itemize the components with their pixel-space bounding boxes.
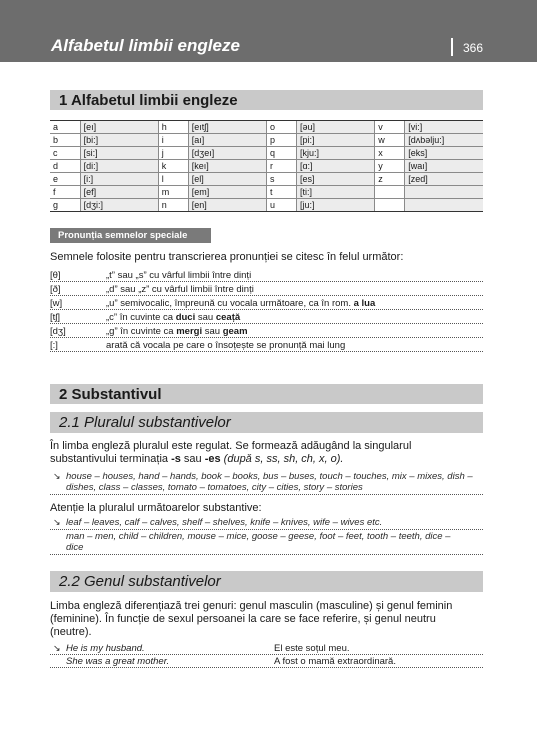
alphabet-letter: b [50, 134, 80, 147]
header-separator [451, 38, 453, 56]
special-sign-row [50, 340, 483, 352]
special-sign-row [50, 270, 483, 282]
romanian-sentence: A fost o mamă extraordinară. [274, 656, 396, 667]
arrow-icon: ↘ [53, 643, 61, 653]
sign-description: „c” în cuvinte ca duci sau ceață [106, 312, 241, 323]
alphabet-row [50, 134, 483, 147]
sign-symbol: [ð] [50, 284, 61, 295]
alphabet-letter: g [50, 199, 80, 212]
alphabet-pronunciation: [waı] [405, 160, 483, 173]
alphabet-row [50, 121, 483, 134]
sign-symbol: [w] [50, 298, 63, 309]
alphabet-pronunciation: [bi:] [80, 134, 158, 147]
sign-description: „u” semivocalic, împreună cu vocala următoare, ca în rom. a lua [106, 298, 376, 309]
chapter-title: Alfabetul limbii engleze [51, 36, 240, 55]
sign-description: „d” sau „z” cu vârful limbii între dinți [106, 284, 254, 295]
alphabet-row [50, 147, 483, 160]
irregular-plural-note: Atenție la pluralul următoarelor substantive: [50, 502, 262, 514]
arrow-icon: ↘ [53, 471, 61, 481]
alphabet-pronunciation: [el] [188, 173, 266, 186]
arrow-icon: ↘ [53, 517, 61, 527]
alphabet-letter: t [266, 186, 296, 199]
romanian-sentence: El este soțul meu. [274, 643, 350, 654]
special-signs-tag: Pronunția semnelor speciale [50, 228, 211, 243]
alphabet-pronunciation: [pi:] [297, 134, 375, 147]
alphabet-letter: a [50, 121, 80, 134]
alphabet-letter: u [266, 199, 296, 212]
alphabet-pronunciation [405, 186, 483, 199]
sign-symbol: [dʒ] [50, 326, 66, 337]
sign-description: „g” în cuvinte ca mergi sau geam [106, 326, 248, 337]
alphabet-pronunciation: [zed] [405, 173, 483, 186]
irregular-example: man – men, child – children, mouse – mice, goose – geese, foot – feet, tooth – teeth, dice – dice [50, 531, 483, 555]
alphabet-letter: y [375, 160, 405, 173]
special-sign-row [50, 312, 483, 324]
alphabet-letter: w [375, 134, 405, 147]
sign-symbol: [tʃ] [50, 312, 61, 323]
alphabet-letter: j [158, 147, 188, 160]
subsection-2-2-heading: 2.2 Genul substantivelor [50, 571, 483, 592]
alphabet-letter: v [375, 121, 405, 134]
alphabet-pronunciation: [si:] [80, 147, 158, 160]
section-1-heading: 1 Alfabetul limbii engleze [50, 90, 483, 110]
alphabet-pronunciation: [kju:] [297, 147, 375, 160]
alphabet-pronunciation: [ɑ:] [297, 160, 375, 173]
alphabet-letter: o [266, 121, 296, 134]
special-sign-row [50, 298, 483, 310]
alphabet-letter [375, 186, 405, 199]
sign-symbol: [:] [50, 340, 58, 351]
alphabet-letter: k [158, 160, 188, 173]
alphabet-pronunciation: [dʒeı] [188, 147, 266, 160]
alphabet-pronunciation: [əu] [297, 121, 375, 134]
alphabet-letter: f [50, 186, 80, 199]
irregular-example: ↘ leaf – leaves, calf – calves, shelf – shelves, knife – knives, wife – wives etc. [50, 517, 483, 530]
alphabet-pronunciation: [aı] [188, 134, 266, 147]
special-sign-row [50, 326, 483, 338]
alphabet-letter: z [375, 173, 405, 186]
alphabet-pronunciation: [es] [297, 173, 375, 186]
translation-pair [50, 643, 483, 655]
alphabet-letter: p [266, 134, 296, 147]
sign-description: arată că vocala pe care o însoțește se pronunță mai lung [106, 340, 346, 351]
alphabet-pronunciation: [i:] [80, 173, 158, 186]
alphabet-row [50, 160, 483, 173]
subsection-2-1-heading: 2.1 Pluralul substantivelor [50, 412, 483, 433]
alphabet-pronunciation: [vi:] [405, 121, 483, 134]
alphabet-letter: x [375, 147, 405, 160]
alphabet-letter: n [158, 199, 188, 212]
english-sentence: She was a great mother. [66, 656, 170, 667]
alphabet-letter: l [158, 173, 188, 186]
gender-explanation: Limba engleză diferențiază trei genuri: genul masculin (masculine) și genul feminin (feminine). În funcție de sexul persoanei la care se face referire, și genul neutru (neutre). [50, 600, 453, 638]
alphabet-pronunciation: [ti:] [297, 186, 375, 199]
plural-explanation: În limba engleză pluralul este regulat. Se formează adăugând la singularul substantivului terminația -s sau -es (după s, ss, sh, ch, x, o). [50, 440, 412, 465]
alphabet-letter: r [266, 160, 296, 173]
sign-symbol: [θ] [50, 270, 61, 281]
alphabet-table [50, 120, 483, 212]
page-header [0, 0, 537, 62]
alphabet-pronunciation [405, 199, 483, 212]
alphabet-pronunciation: [dʒi:] [80, 199, 158, 212]
sign-description: „t” sau „s” cu vârful limbii între dinți [106, 270, 252, 281]
alphabet-pronunciation: [en] [188, 199, 266, 212]
special-sign-row [50, 284, 483, 296]
english-sentence: He is my husband. [66, 643, 145, 654]
alphabet-row [50, 173, 483, 186]
alphabet-pronunciation: [eks] [405, 147, 483, 160]
alphabet-pronunciation: [keı] [188, 160, 266, 173]
alphabet-letter: e [50, 173, 80, 186]
alphabet-pronunciation: [dʌbəlju:] [405, 134, 483, 147]
alphabet-letter: c [50, 147, 80, 160]
alphabet-pronunciation: [ju:] [297, 199, 375, 212]
alphabet-pronunciation: [em] [188, 186, 266, 199]
plural-example: ↘ house – houses, hand – hands, book – books, bus – buses, touch – touches, mix – mixes, dish – dishes, class – classes, tomato – tomatoes, city – cities, story – stories [50, 471, 483, 495]
alphabet-letter [375, 199, 405, 212]
alphabet-pronunciation: [eıtʃ] [188, 121, 266, 134]
alphabet-letter: q [266, 147, 296, 160]
alphabet-letter: i [158, 134, 188, 147]
alphabet-letter: h [158, 121, 188, 134]
alphabet-pronunciation: [eı] [80, 121, 158, 134]
alphabet-letter: m [158, 186, 188, 199]
alphabet-row [50, 186, 483, 199]
page-number: 366 [463, 41, 484, 55]
alphabet-letter: s [266, 173, 296, 186]
section-2-heading: 2 Substantivul [50, 384, 483, 404]
special-signs-intro: Semnele folosite pentru transcrierea pronunției se citesc în felul următor: [50, 251, 404, 263]
alphabet-row [50, 199, 483, 212]
alphabet-letter: d [50, 160, 80, 173]
translation-pair [50, 656, 483, 668]
alphabet-pronunciation: [di:] [80, 160, 158, 173]
alphabet-pronunciation: [ef] [80, 186, 158, 199]
